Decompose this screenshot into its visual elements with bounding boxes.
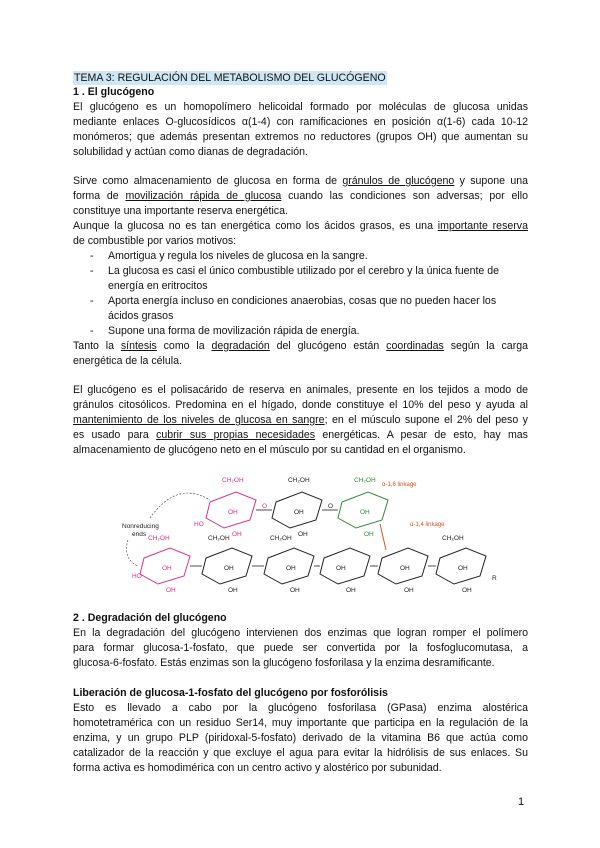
svg-text:OH: OH bbox=[346, 587, 356, 594]
paragraph-line: es usado para cubrir sus propias necesidades energéticas. A pesar de esto, hay mas bbox=[73, 429, 528, 441]
svg-text:OH: OH bbox=[360, 509, 370, 516]
ends-label: ends bbox=[132, 531, 147, 538]
document-title: TEMA 3: REGULACIÓN DEL METABOLISMO DEL GLUCÓGENO bbox=[74, 72, 386, 84]
svg-text:OH: OH bbox=[224, 565, 234, 572]
glucose-ring-lower-4 bbox=[320, 548, 370, 594]
bullet-text: energía en eritrocitos bbox=[108, 280, 208, 292]
paragraph-line: Sirve como almacenamiento de glucosa en forma de gránulos de glucógeno y supone una bbox=[73, 175, 528, 187]
svg-text:R: R bbox=[492, 575, 497, 582]
bullet-mark: - bbox=[90, 325, 94, 337]
svg-text:OH: OH bbox=[166, 587, 176, 594]
glucose-ring-pink-upper bbox=[194, 477, 267, 538]
paragraph-line: En la degradación del glucógeno intervienen dos enzimas que logran romper el polímero bbox=[73, 627, 528, 639]
paragraph-line: enzima, y un grupo PLP (piridoxal-5-fosfato) derivado de la vitamina B6 que actúa como bbox=[73, 732, 528, 744]
paragraph-line: El glucógeno es el polisacárido de reserva en animales, presente en los tejidos a modo de bbox=[73, 384, 528, 396]
branch-link-line bbox=[380, 524, 386, 550]
svg-text:CH₂OH: CH₂OH bbox=[222, 477, 244, 484]
glucose-ring-lower-2 bbox=[202, 535, 252, 594]
paragraph-line: monómeros; que además presentan extremos no reductores (grupos OH) que aumentan su bbox=[73, 131, 528, 143]
svg-text:CH₂OH: CH₂OH bbox=[148, 535, 170, 542]
svg-text:OH: OH bbox=[290, 587, 300, 594]
section-2-heading: 2 . Degradación del glucógeno bbox=[73, 612, 227, 624]
svg-text:OH: OH bbox=[228, 509, 238, 516]
svg-text:OH: OH bbox=[458, 565, 468, 572]
paragraph-line: solubilidad y actúan como dianas de degradación. bbox=[73, 146, 308, 158]
svg-text:OH: OH bbox=[400, 565, 410, 572]
paragraph-line: catalizador de la reacción y que excluye el agua para evitar la hidrólisis de sus enlaces. Su bbox=[73, 747, 528, 759]
svg-text:OH: OH bbox=[364, 531, 374, 538]
svg-text:CH₂OH: CH₂OH bbox=[354, 477, 376, 484]
svg-text:CH₂OH: CH₂OH bbox=[270, 535, 292, 542]
section-1-heading: 1 . El glucógeno bbox=[73, 86, 155, 98]
glucose-ring-lower-6 bbox=[436, 535, 497, 594]
page-number: 1 bbox=[518, 796, 525, 808]
svg-text:OH: OH bbox=[232, 531, 242, 538]
alpha-1-4-linkage-label: α-1,4 linkage bbox=[410, 522, 445, 528]
bullet-text: ácidos grasos bbox=[108, 310, 174, 322]
svg-text:OH: OH bbox=[462, 587, 472, 594]
svg-text:OH: OH bbox=[294, 509, 304, 516]
paragraph-line: Aunque la glucosa no es tan energética como los ácidos grasos, es una importante reserva bbox=[73, 220, 528, 232]
glucose-ring-upper-2 bbox=[272, 477, 333, 538]
svg-text:OH: OH bbox=[298, 531, 308, 538]
svg-text:CH₂OH: CH₂OH bbox=[288, 477, 310, 484]
glucose-ring-pink-lower bbox=[132, 535, 190, 594]
paragraph-line: mantenimiento de los niveles de glucosa en sangre; en el músculo supone el 2% del peso y bbox=[73, 414, 528, 426]
glucose-ring-green-upper bbox=[338, 477, 388, 538]
paragraph-line: constituye una importante reserva energética. bbox=[73, 205, 288, 217]
paragraph-line: almacenamiento de glucógeno neto en el músculo por su cantidad en el organismo. bbox=[73, 444, 466, 456]
svg-text:HO: HO bbox=[194, 521, 204, 528]
glucose-ring-lower-5 bbox=[378, 548, 428, 594]
svg-text:O: O bbox=[328, 503, 334, 510]
bullet-mark: - bbox=[90, 295, 94, 307]
bullet-mark: - bbox=[90, 265, 94, 277]
bullet-text: Supone una forma de movilización rápida de energía. bbox=[108, 325, 360, 337]
nonreducing-label: Nonreducing bbox=[122, 523, 159, 530]
svg-text:OH: OH bbox=[336, 565, 346, 572]
bullet-text: La glucosa es casi el único combustible utilizado por el cerebro y la única fuente de bbox=[108, 265, 500, 277]
svg-text:CH₂OH: CH₂OH bbox=[208, 535, 230, 542]
alpha-1-6-linkage-label: α-1,6 linkage bbox=[382, 482, 417, 488]
paragraph-line: forma de movilización rápida de glucosa cuando las condiciones son adversas; por ello bbox=[73, 190, 528, 202]
paragraph-line: mediante enlaces O-glucosídicos α(1-4) con ramificaciones en posición α(1-6) cada 10-12 bbox=[73, 116, 528, 128]
bullet-text: Aporta energía incluso en condiciones anaerobias, cosas que no pueden hacer los bbox=[108, 295, 497, 307]
svg-text:OH: OH bbox=[404, 587, 414, 594]
subsection-heading: Liberación de glucosa-1-fosfato del glucógeno por fosforólisis bbox=[73, 687, 388, 699]
paragraph-line: energética de la célula. bbox=[73, 355, 182, 367]
nonreducing-arrow bbox=[126, 540, 138, 566]
bullet-text: Amortigua y regula los niveles de glucosa en la sangre. bbox=[108, 250, 368, 262]
svg-text:HO: HO bbox=[132, 573, 142, 580]
paragraph-line: gránulos citosólicos. Predomina en el hígado, donde constituye el 10% del peso y ayuda al bbox=[73, 399, 528, 411]
paragraph-line: Esto es llevado a cabo por la glucógeno fosforilasa (GPasa) enzima alostérica bbox=[73, 702, 528, 714]
glycogen-structure-figure bbox=[110, 470, 520, 600]
paragraph-line: glucosa-6-fosfato. Estás enzimas son la glucógeno fosforilasa y la enzima desramificante. bbox=[73, 657, 495, 669]
nonreducing-arrow bbox=[150, 493, 210, 518]
paragraph-line: forma activa es homodimérica con un centro activo y alostérico por subunidad. bbox=[73, 762, 442, 774]
paragraph-line: Tanto la síntesis como la degradación del glucógeno están coordinadas según la carga bbox=[73, 340, 528, 352]
bullet-mark: - bbox=[90, 250, 94, 262]
svg-text:OH: OH bbox=[162, 565, 172, 572]
paragraph-line: para formar glucosa-1-fosfato, que puede ser convertida por la fosfoglucomutasa, a bbox=[73, 642, 528, 654]
svg-text:OH: OH bbox=[228, 587, 238, 594]
paragraph-line: de combustible por varios motivos: bbox=[73, 235, 237, 247]
paragraph-line: El glucógeno es un homopolímero helicoidal formado por moléculas de glucosa unidas bbox=[73, 101, 528, 113]
svg-text:O: O bbox=[262, 503, 268, 510]
paragraph-line: homotetramérica con un residuo Ser14, muy importante que participa en la regulación de la bbox=[73, 717, 528, 729]
glucose-ring-lower-3 bbox=[264, 535, 314, 594]
svg-text:CH₂OH: CH₂OH bbox=[442, 535, 464, 542]
svg-text:OH: OH bbox=[286, 565, 296, 572]
